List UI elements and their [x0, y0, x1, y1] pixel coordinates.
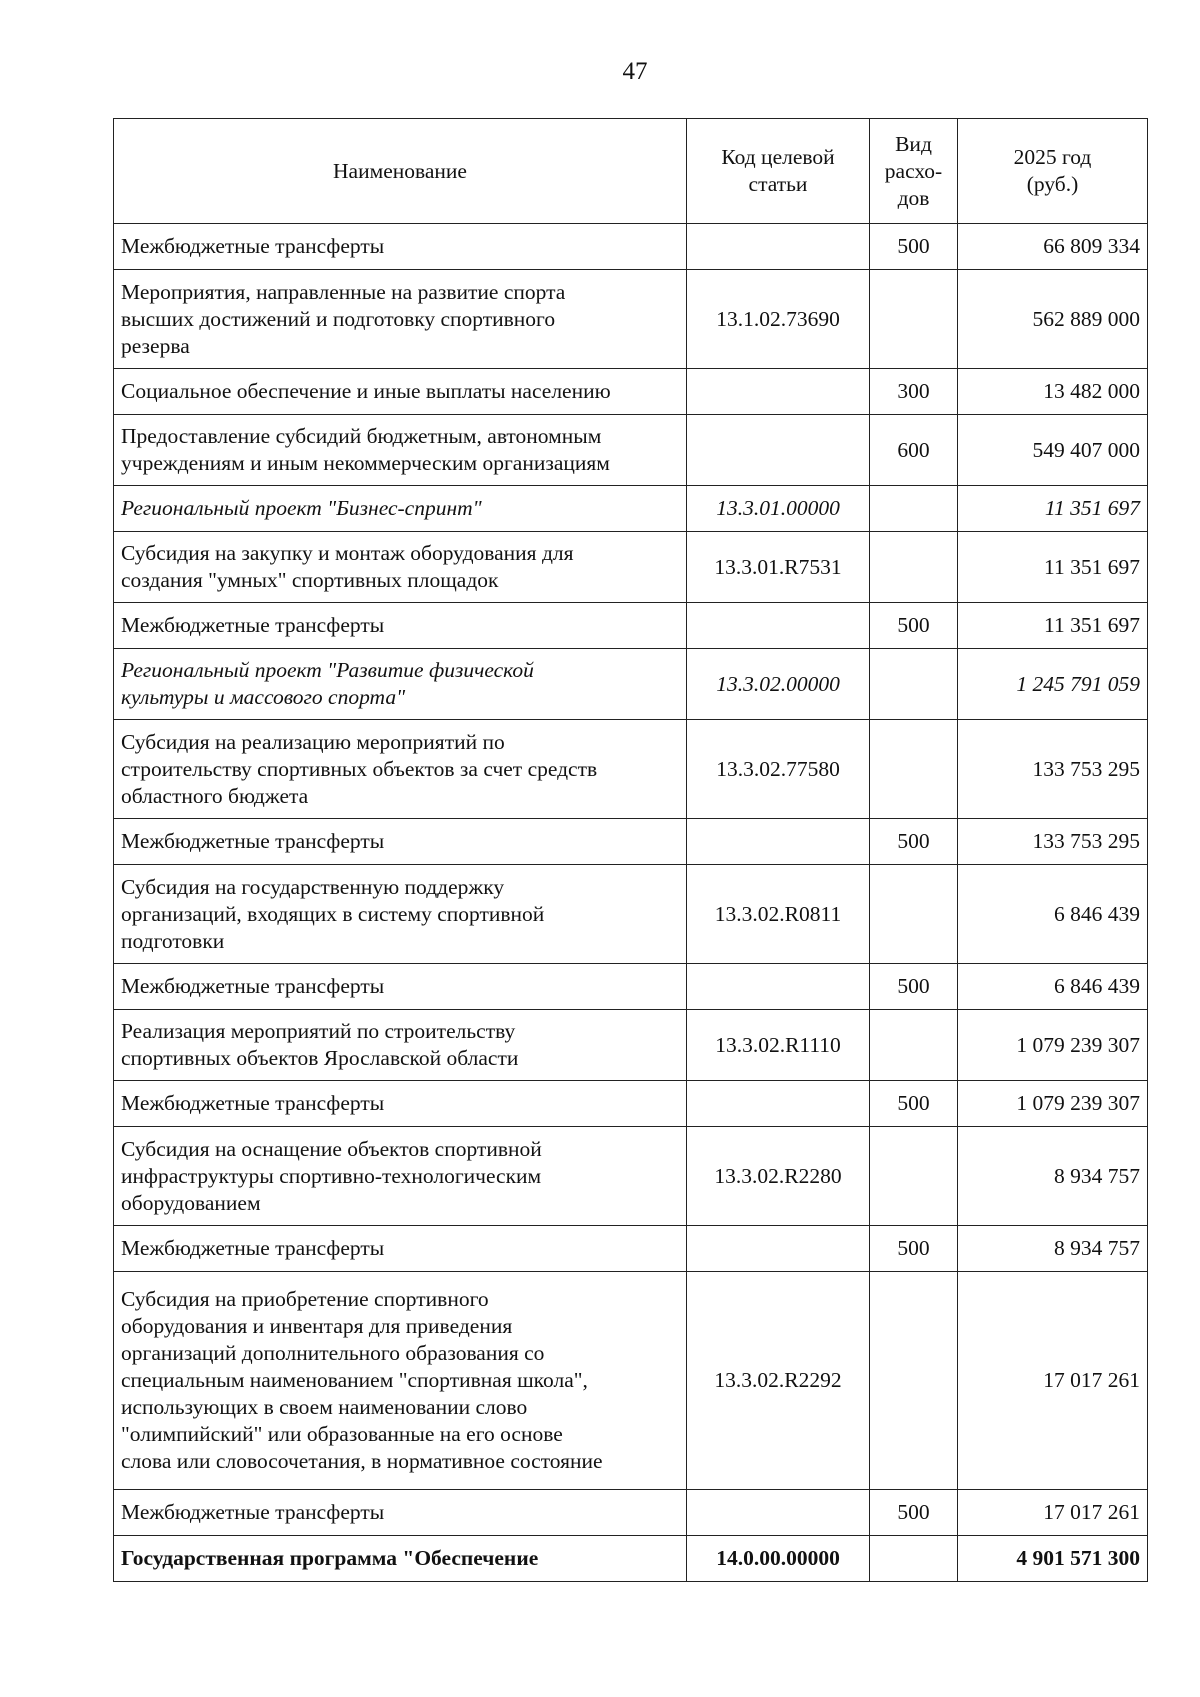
row-name-line: строительству спортивных объектов за счет средств [121, 756, 598, 781]
row-sum: 1 079 239 307 [958, 1010, 1148, 1081]
table-row [114, 532, 1148, 603]
row-name-line: Субсидия на приобретение спортивного [121, 1287, 489, 1311]
row-sum: 11 351 697 [958, 532, 1148, 603]
row-name-line: Предоставление субсидий бюджетным, автономным [121, 424, 602, 448]
table-body [114, 224, 1148, 1582]
row-type: 300 [870, 369, 958, 415]
table-row [114, 1081, 1148, 1127]
row-name [114, 603, 687, 649]
row-sum: 13 482 000 [958, 369, 1148, 415]
row-code: 13.3.02.00000 [687, 649, 870, 720]
row-type [870, 1127, 958, 1226]
row-name [114, 532, 687, 603]
row-name-line: Межбюджетные трансферты [121, 1236, 385, 1260]
row-sum: 1 079 239 307 [958, 1081, 1148, 1127]
budget-table [113, 118, 1148, 1582]
row-name-line: организаций, входящих в систему спортивной [121, 901, 545, 926]
table-row [114, 1536, 1148, 1582]
row-sum: 133 753 295 [958, 819, 1148, 865]
row-type [870, 270, 958, 369]
row-name-line: Региональный проект "Бизнес-спринт" [121, 496, 482, 520]
table-row [114, 865, 1148, 964]
row-name-line: организаций дополнительного образования со [121, 1341, 545, 1365]
row-name-line: создания "умных" спортивных площадок [121, 568, 499, 592]
row-type: 500 [870, 603, 958, 649]
row-sum: 4 901 571 300 [958, 1536, 1148, 1582]
row-type [870, 1272, 958, 1490]
row-sum: 66 809 334 [958, 224, 1148, 270]
row-type: 500 [870, 819, 958, 865]
row-name [114, 819, 687, 865]
table-row [114, 964, 1148, 1010]
row-code [687, 1490, 870, 1536]
row-name-line: Субсидия на оснащение объектов спортивной [121, 1136, 542, 1161]
row-name-line: слова или словосочетания, в нормативное состояние [121, 1449, 603, 1473]
row-code [687, 415, 870, 486]
row-type: 600 [870, 415, 958, 486]
row-name-line: Региональный проект "Развитие физической [121, 658, 534, 682]
row-name-line: Межбюджетные трансферты [121, 829, 385, 853]
row-sum: 11 351 697 [958, 603, 1148, 649]
row-name-line: областного бюджета [121, 783, 309, 808]
row-name-line: подготовки [121, 928, 225, 953]
row-code [687, 369, 870, 415]
row-type [870, 486, 958, 532]
row-name [114, 649, 687, 720]
row-code: 13.3.01.R7531 [687, 532, 870, 603]
table-row [114, 415, 1148, 486]
row-sum: 6 846 439 [958, 964, 1148, 1010]
row-name [114, 964, 687, 1010]
row-code: 13.3.02.R0811 [687, 865, 870, 964]
row-name-line: Социальное обеспечение и иные выплаты населению [121, 379, 611, 403]
table-row [114, 819, 1148, 865]
row-sum: 8 934 757 [958, 1226, 1148, 1272]
row-sum: 6 846 439 [958, 865, 1148, 964]
row-name-line: Межбюджетные трансферты [121, 613, 385, 637]
row-sum: 1 245 791 059 [958, 649, 1148, 720]
row-sum: 562 889 000 [958, 270, 1148, 369]
row-code [687, 224, 870, 270]
row-name-line: Межбюджетные трансферты [121, 1500, 385, 1524]
table-row [114, 603, 1148, 649]
row-sum: 17 017 261 [958, 1490, 1148, 1536]
row-code [687, 819, 870, 865]
row-name [114, 720, 687, 819]
row-code: 13.1.02.73690 [687, 270, 870, 369]
header-type-line: Вид [895, 131, 932, 156]
row-name [114, 1536, 687, 1582]
row-name-line: Субсидия на государственную поддержку [121, 874, 505, 899]
table-row [114, 1127, 1148, 1226]
row-name-line: учреждениям и иным некоммерческим организациям [121, 451, 610, 475]
row-code: 13.3.01.00000 [687, 486, 870, 532]
row-code: 13.3.02.77580 [687, 720, 870, 819]
header-type [870, 119, 958, 224]
row-name [114, 486, 687, 532]
table-row [114, 1272, 1148, 1490]
row-name-line: специальным наименованием "спортивная школа", [121, 1368, 588, 1392]
header-code [687, 119, 870, 224]
row-name [114, 1272, 687, 1490]
row-type: 500 [870, 964, 958, 1010]
row-name [114, 415, 687, 486]
row-name [114, 1081, 687, 1127]
header-code-line: статьи [748, 172, 808, 196]
row-name-line: культуры и массового спорта" [121, 685, 406, 709]
row-code [687, 1081, 870, 1127]
row-sum: 8 934 757 [958, 1127, 1148, 1226]
row-name-line: спортивных объектов Ярославской области [121, 1046, 519, 1070]
header-code-line: Код целевой [721, 145, 835, 169]
row-code [687, 603, 870, 649]
row-type: 500 [870, 224, 958, 270]
row-name-line: использующих в своем наименовании слово [121, 1395, 528, 1419]
header-sum-line: 2025 год [1013, 145, 1092, 169]
row-type [870, 649, 958, 720]
row-name [114, 1127, 687, 1226]
row-name-line: оборудованием [121, 1190, 261, 1215]
row-name-line: оборудования и инвентаря для приведения [121, 1314, 513, 1338]
table-row [114, 270, 1148, 369]
row-name-line: Субсидия на закупку и монтаж оборудования для [121, 541, 574, 565]
row-type [870, 1536, 958, 1582]
row-name-line: Межбюджетные трансферты [121, 1091, 385, 1115]
table-row [114, 1010, 1148, 1081]
row-name [114, 1226, 687, 1272]
row-name-line: резерва [121, 333, 190, 358]
table-row [114, 1490, 1148, 1536]
table-row [114, 369, 1148, 415]
row-code [687, 1226, 870, 1272]
row-name [114, 865, 687, 964]
row-name-line: Мероприятия, направленные на развитие спорта [121, 279, 566, 304]
row-type: 500 [870, 1490, 958, 1536]
table-header-row [114, 119, 1148, 224]
row-name [114, 224, 687, 270]
row-code: 14.0.00.00000 [687, 1536, 870, 1582]
row-name [114, 270, 687, 369]
row-name [114, 1010, 687, 1081]
row-code: 13.3.02.R2292 [687, 1272, 870, 1490]
row-name-line: высших достижений и подготовку спортивного [121, 306, 556, 331]
row-name-line: Реализация мероприятий по строительству [121, 1019, 516, 1043]
row-type: 500 [870, 1081, 958, 1127]
row-name-line: "олимпийский" или образованные на его основе [121, 1422, 563, 1446]
row-sum: 133 753 295 [958, 720, 1148, 819]
row-sum: 17 017 261 [958, 1272, 1148, 1490]
header-sum-line: (руб.) [1026, 172, 1079, 196]
row-name [114, 1490, 687, 1536]
row-code [687, 964, 870, 1010]
row-sum: 549 407 000 [958, 415, 1148, 486]
row-type: 500 [870, 1226, 958, 1272]
row-name-line: Межбюджетные трансферты [121, 234, 385, 258]
row-type [870, 865, 958, 964]
row-code: 13.3.02.R1110 [687, 1010, 870, 1081]
header-type-line: расхо- [884, 158, 943, 183]
page-number: 47 [622, 58, 648, 85]
header-sum [958, 119, 1148, 224]
table-row [114, 649, 1148, 720]
table-row [114, 486, 1148, 532]
table-row [114, 224, 1148, 270]
row-type [870, 720, 958, 819]
table-row [114, 720, 1148, 819]
header-type-line: дов [897, 185, 930, 210]
row-name-line: инфраструктуры спортивно-технологическим [121, 1163, 542, 1188]
row-type [870, 1010, 958, 1081]
row-name [114, 369, 687, 415]
row-name-line: Межбюджетные трансферты [121, 974, 385, 998]
table-row [114, 1226, 1148, 1272]
row-code: 13.3.02.R2280 [687, 1127, 870, 1226]
row-name-line: Государственная программа "Обеспечение [121, 1546, 539, 1570]
row-sum: 11 351 697 [958, 486, 1148, 532]
header-name: Наименование [114, 119, 687, 224]
row-type [870, 532, 958, 603]
row-name-line: Субсидия на реализацию мероприятий по [121, 729, 505, 754]
